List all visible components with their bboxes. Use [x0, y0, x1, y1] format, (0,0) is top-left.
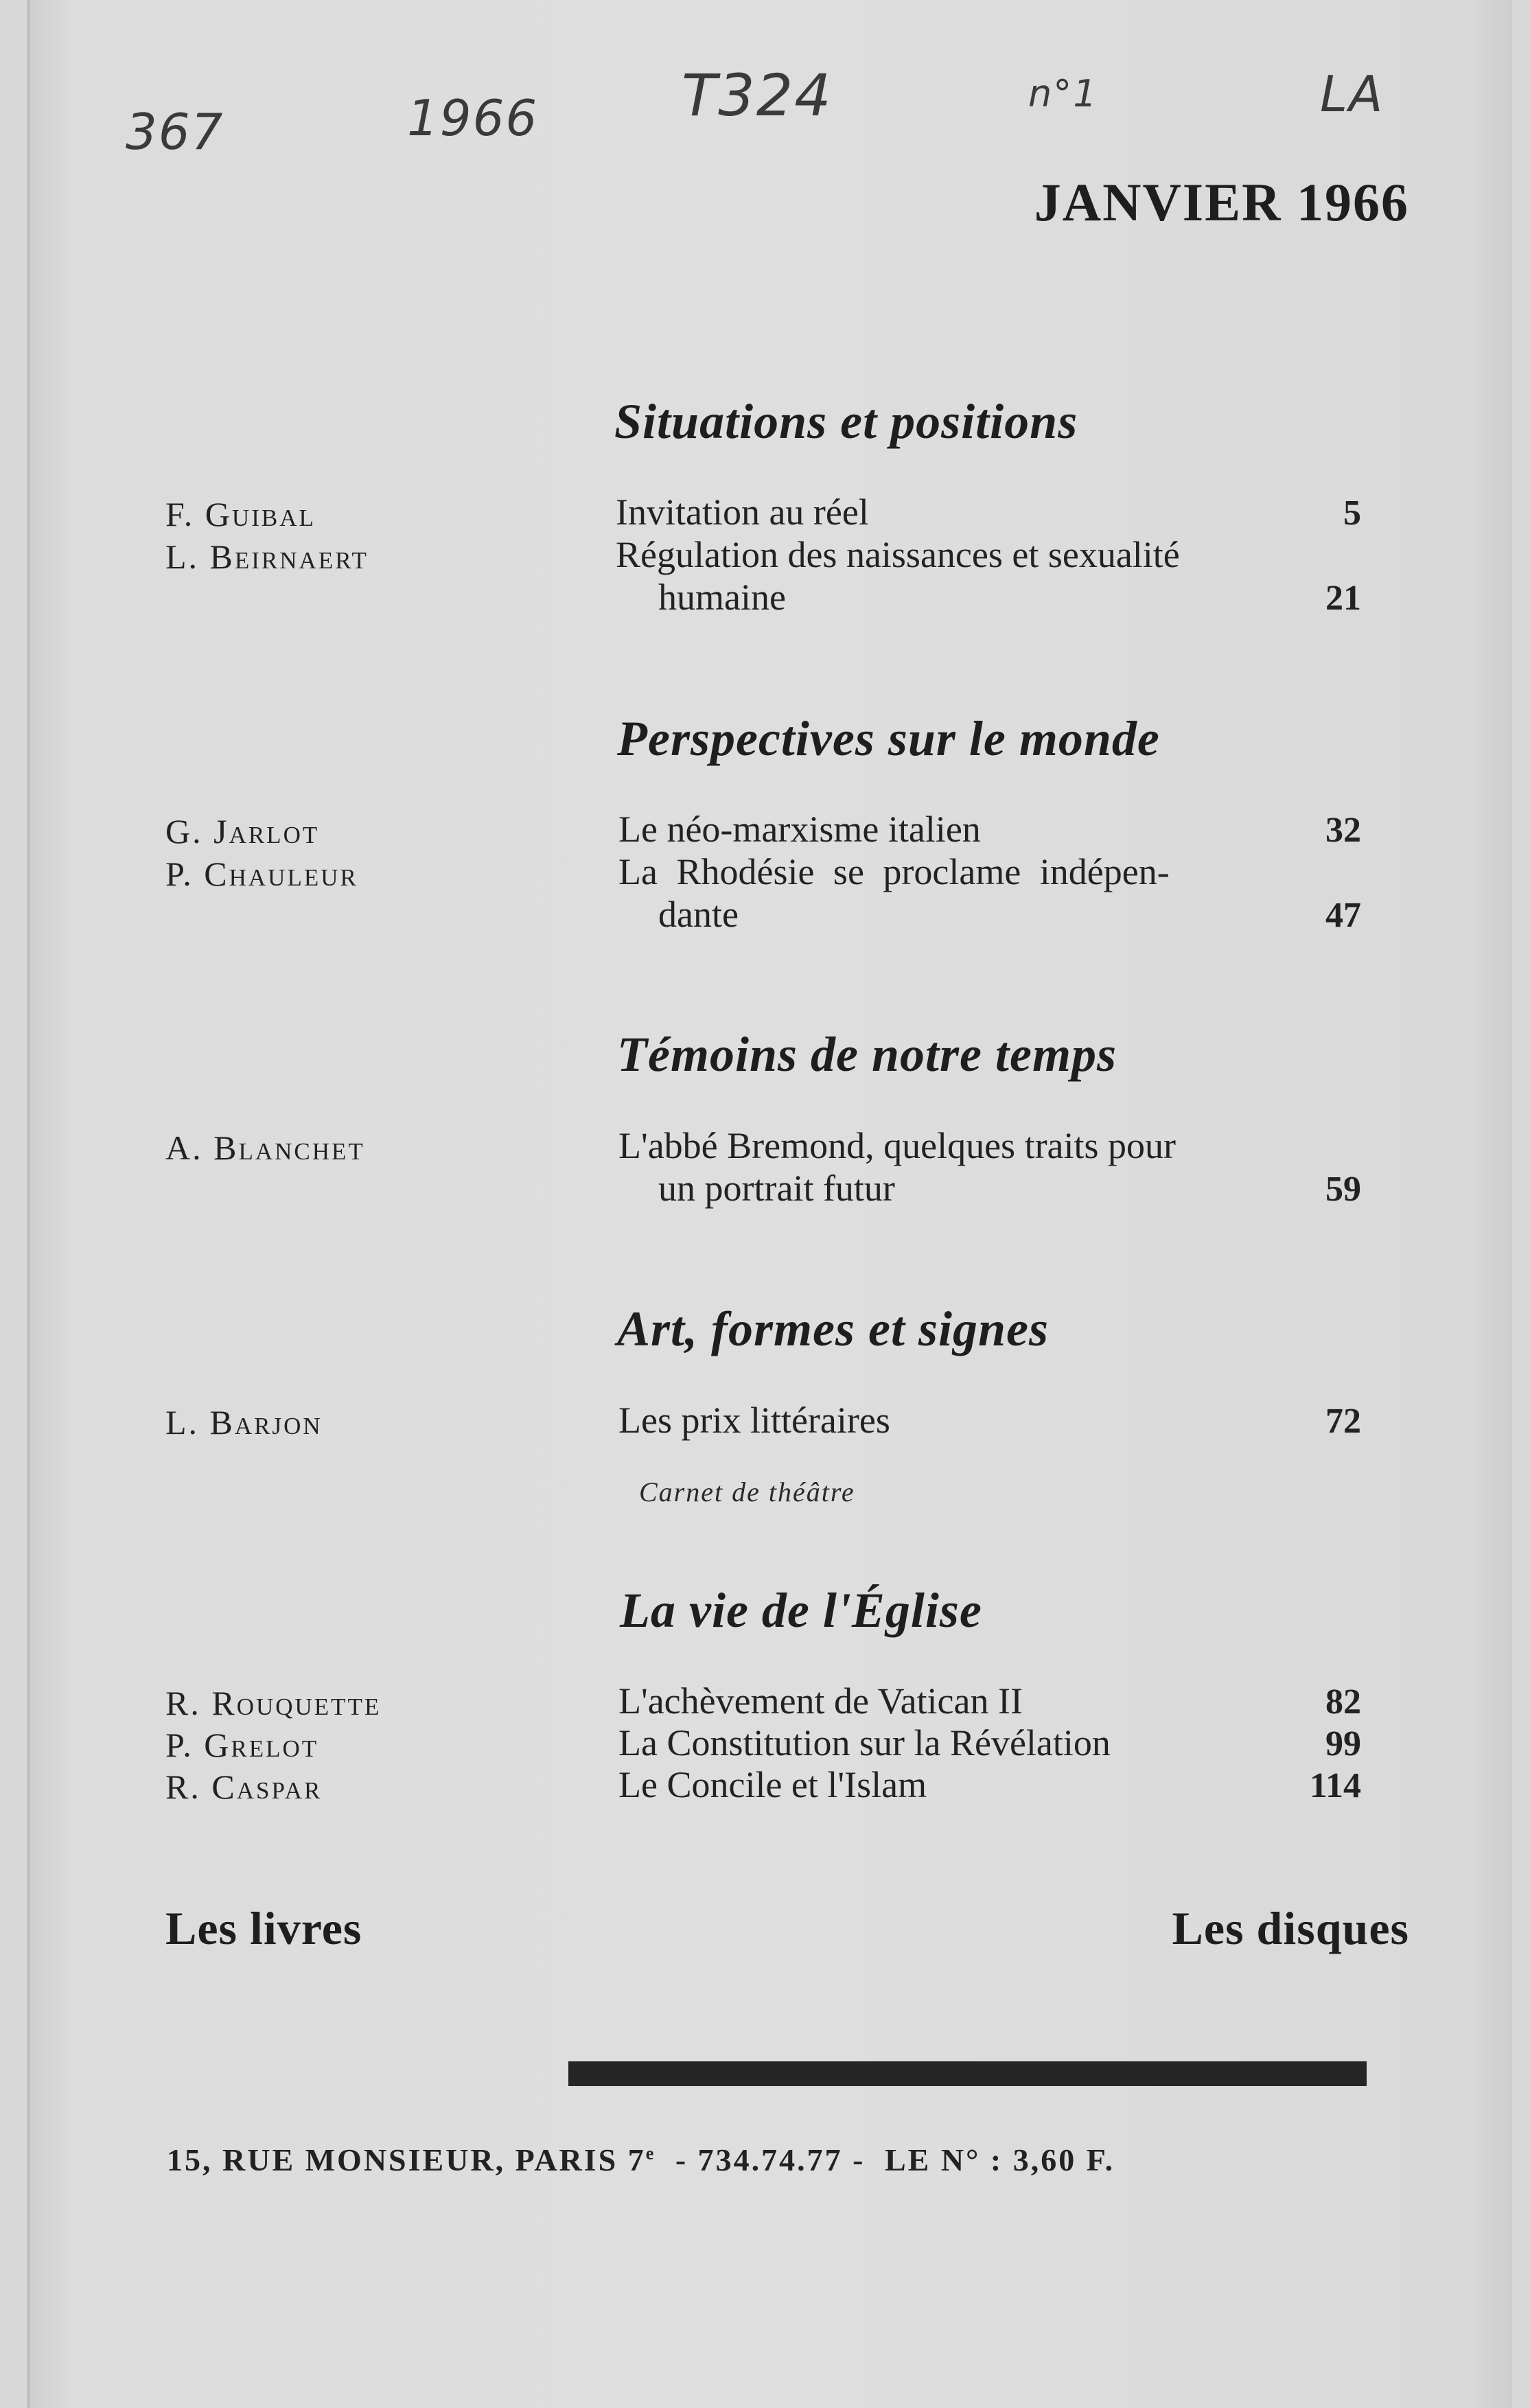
article-title: Invitation au réel [616, 491, 869, 533]
publisher-address-line [167, 2142, 1115, 2178]
author: P. Chauleur [165, 855, 358, 893]
article-title-continued: dante [658, 894, 739, 935]
records-heading: Les disques [1172, 1902, 1409, 1954]
issue-date: JANVIER 1966 [1034, 172, 1409, 232]
author: P. Grelot [165, 1726, 319, 1764]
page-number: 99 [1325, 1724, 1361, 1763]
article-title: Les prix littéraires [618, 1400, 890, 1441]
article-title: Le néo-marxisme italien [618, 809, 981, 850]
section-heading: Art, formes et signes [617, 1301, 1050, 1356]
article-title: L'achèvement de Vatican II [618, 1680, 1023, 1722]
article-title: Le Concile et l'Islam [618, 1764, 927, 1805]
author: F. Guibal [165, 495, 316, 533]
divider-bar [568, 2061, 1367, 2086]
section-heading: Perspectives sur le monde [617, 711, 1160, 766]
page-number: 72 [1325, 1402, 1361, 1441]
page-number: 32 [1325, 811, 1361, 850]
address: 15, RUE MONSIEUR, PARIS 7 [167, 2142, 646, 2177]
section-heading: La vie de l'Église [620, 1583, 982, 1638]
books-heading: Les livres [165, 1902, 362, 1954]
section-heading: Situations et positions [614, 394, 1078, 449]
section-heading: Témoins de notre temps [617, 1027, 1117, 1082]
page-number: 5 [1343, 494, 1361, 533]
article-title-continued: humaine [658, 577, 786, 618]
page-number: 59 [1325, 1170, 1361, 1209]
article-title: L'abbé Bremond, quelques traits pour [618, 1125, 1177, 1166]
handwritten-call-number: T324 [682, 62, 833, 129]
handwritten-initials: LA [1320, 65, 1384, 123]
column-note: Carnet de théâtre [639, 1477, 855, 1507]
handwritten-year: 1966 [407, 89, 539, 147]
price: LE N° : 3,60 F. [884, 2142, 1115, 2177]
author: R. Rouquette [165, 1684, 382, 1722]
article-title-continued: un portrait futur [658, 1168, 895, 1209]
phone: - 734.74.77 - [675, 2142, 866, 2177]
page-number: 47 [1325, 896, 1361, 935]
page-number: 82 [1325, 1682, 1361, 1722]
page-number: 114 [1309, 1766, 1361, 1805]
author: R. Caspar [165, 1768, 323, 1806]
page-number: 21 [1325, 579, 1361, 618]
author: L. Beirnaert [165, 537, 369, 576]
author: L. Barjon [165, 1403, 323, 1442]
document-page [27, 0, 1512, 2408]
author: A. Blanchet [165, 1128, 365, 1167]
handwritten-number: 367 [126, 103, 224, 161]
article-title: Régulation des naissances et sexualité [616, 534, 1180, 575]
address-superscript: e [645, 2143, 656, 2164]
handwritten-issue: n°1 [1028, 72, 1098, 115]
article-title: La Constitution sur la Révélation [618, 1722, 1111, 1763]
article-title: La Rhodésie se proclame indépen- [618, 851, 1170, 892]
author: G. Jarlot [165, 812, 320, 850]
